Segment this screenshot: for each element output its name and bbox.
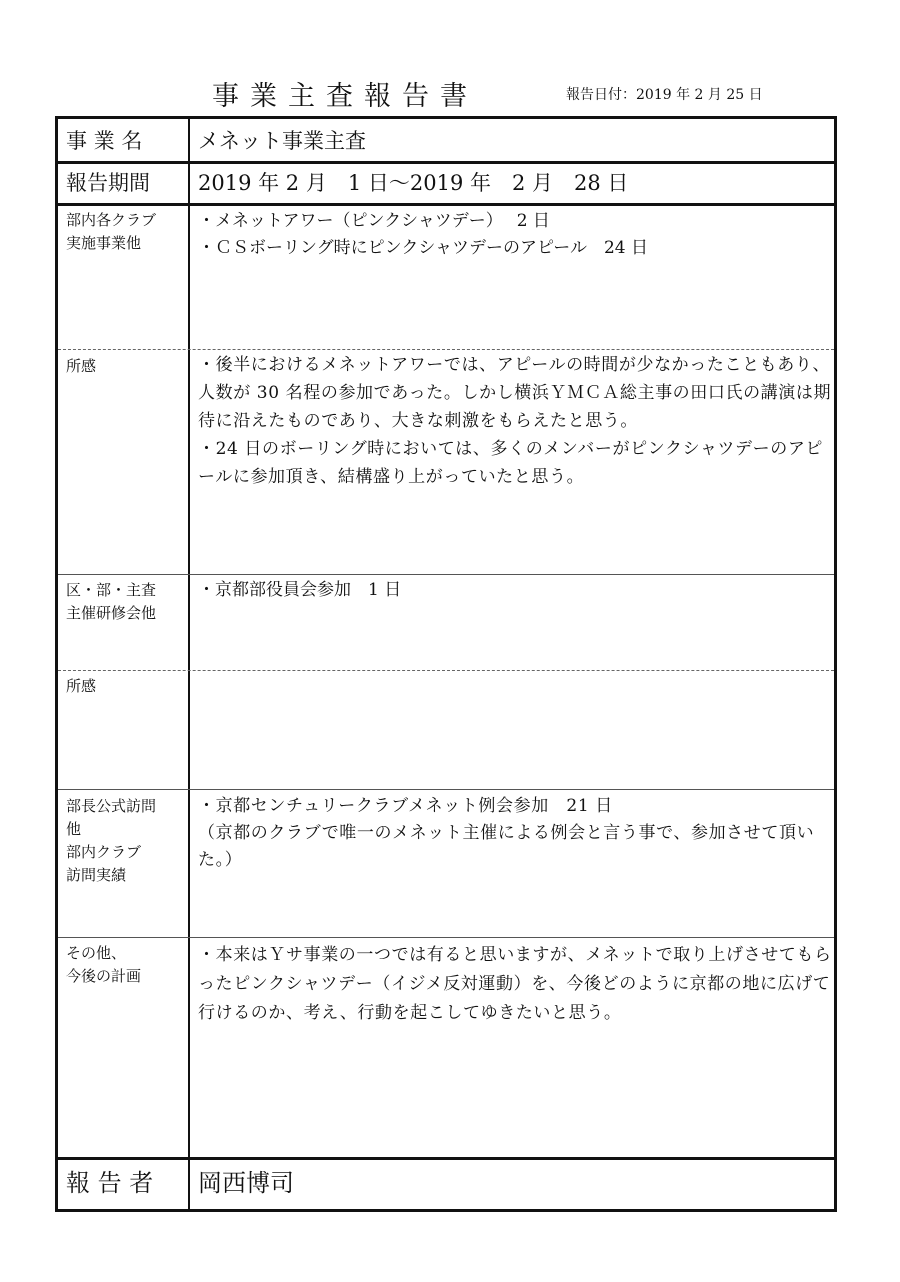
reporter-value: 岡西博司 [198,1169,294,1197]
document-title: 事業主査報告書 [212,81,478,112]
impression-1-label: 所感 [66,357,97,375]
report-period-value: 2019 年 2 月 1 日～2019 年 2 月 28 日 [198,171,629,195]
club-activity-line: ・ＣＳボーリング時にピンクシャツデーのアピール 24 日 [198,238,648,258]
future-plan-paragraph: ・本来はＹサ事業の一つでは有ると思いますが、メネットで取り上げさせてもらったピンクシャツデー（イジメ反対運動）を、今後どのように京都の地に広げて行けるのか、考え、行動を起こしてゆきたいと思う。 [198,945,832,1023]
district-training-content [198,577,833,604]
impression-paragraph: ・24 日のボーリング時においては、多くのメンバーがピンクシャツデーのアピールに参加頂き、結構盛り上がっていたと思う。 [198,439,824,487]
row-divider-dashed [58,349,834,350]
reporter-label: 報 告 者 [66,1169,154,1197]
impression-paragraph: ・後半におけるメネットアワーでは、アピールの時間が少なかったこともあり、人数が 30 名程の参加であった。しかし横浜ＹＭＣＡ総主事の田口氏の講演は期待に沿えたものであり、大きな刺激をもらえたと思う。 [198,355,832,431]
report-period-label: 報告期間 [66,171,150,195]
business-name-value: メネット事業主査 [198,129,366,153]
business-name-label: 事 業 名 [66,129,143,153]
future-plans-label: その他、 今後の計画 [66,944,142,985]
report-date: 報告日付：2019 年 2 月 25 日 [566,87,763,103]
column-divider [188,119,190,1209]
official-visits-label: 部長公式訪問 他 部内クラブ 訪問実績 [66,797,157,884]
row-divider [58,574,834,575]
row-divider [58,937,834,938]
district-training-line: ・京都部役員会参加 1 日 [198,580,402,600]
club-activities-label: 部内各クラブ 実施事業他 [66,211,157,252]
report-table [55,116,837,1212]
club-activity-line: ・メネットアワー（ピンクシャツデー） 2 日 [198,211,550,231]
official-visits-content [198,793,838,874]
row-divider [58,203,834,206]
district-training-label: 区・部・主査 主催研修会他 [66,581,157,622]
row-divider-dashed [58,670,834,671]
row-divider [58,1157,834,1160]
row-divider [58,161,834,164]
future-plans-content [198,941,838,1028]
official-visit-line: ・京都センチュリークラブメネット例会参加 21 日 [198,796,613,816]
impression-2-label: 所感 [66,677,97,695]
club-activities-content [198,208,833,262]
official-visit-line: （京都のクラブで唯一のメネット主催による例会と言う事で、参加させて頂いた。） [198,823,815,870]
impression-1-content [198,351,838,491]
row-divider [58,789,834,790]
